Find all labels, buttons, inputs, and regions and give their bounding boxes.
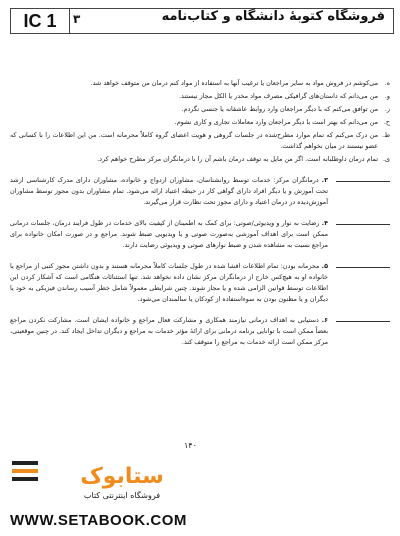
item-text: تمام درمان داوطلبانه است. اگر من مایل به توقف درمان باشم آن را با درمانگران مرکز مطرح خواهم کرد.	[97, 155, 378, 163]
leader-rule	[336, 267, 390, 268]
logo-wordmark: ستابوک	[80, 464, 164, 489]
paragraph-text: درمانگران مرکز: خدمات توسط روانشناسان، مشاوران ازدواج و خانواده، مشاوران دارای مدرک کارشناسی ارشد تحت آموزش و یا دیگر افراد دارای گواهی کار در حیطه اعتیاد ارائه می‌شود. تمام مشاوران بدون مجوز توسط مشاوران آموزش‌دیده در درمان اعتیاد و دارای مجوز تحت نظارت قرار می‌گیرند.	[10, 176, 328, 206]
list-item	[10, 154, 390, 165]
chapter-badge: ۳	[73, 12, 81, 26]
chapter-code: IC 1	[11, 9, 70, 33]
item-text: من توافق می‌کنم که با دیگر مراجعان وارد روابط عاشقانه یا جنسی نگردم.	[181, 105, 378, 113]
list-item	[10, 104, 390, 115]
item-marker: و.	[384, 92, 390, 100]
page-number: ۱۴۰	[184, 441, 197, 450]
logo-bar-icon	[12, 469, 38, 473]
logo-subtitle: فروشگاه اینترنتی کتاب	[83, 491, 161, 500]
setabook-logo	[10, 455, 170, 505]
main-content	[10, 78, 390, 350]
item-text: من درک می‌کنم که تمام موارد مطرح‌شده در جلسات گروهی و هویت اعضای گروه کاملاً محرمانه است. من این اطلاعات را با کسانی که عضو نیستند در میان نخواهم گذاشت.	[10, 131, 378, 150]
paragraph-number: ۶.	[321, 316, 328, 324]
numbered-paragraph	[10, 218, 390, 251]
numbered-paragraph	[10, 175, 390, 208]
item-text: من می‌دانم که بهتر است با دیگر مراجعان وارد معاملات تجاری و کاری نشوم.	[174, 118, 378, 126]
list-item	[10, 91, 390, 102]
paragraph-text: دستیابی به اهداف درمانی نیازمند همکاری و مشارکت فعال مراجع و خانواده ایشان است. مشارکت نکردن مراجع بعضاً ممکن است با توانایی برنامه درمانی برای ارائهٔ مؤثر خدمات به مراجع و دیگران تداخل ایجاد کند. در چنین موقعیتی، مرکز ممکن است ارائه خدمات به مراجع را متوقف کند.	[10, 316, 328, 346]
paragraph-text: رضایت به نوار و ویدیوئی/صوتی: برای کمک به اطمینان از کیفیت بالای خدمات در طول فرایند درمان، جلسات درمانی ممکن است برای اهداف آموزشی به‌صورت صوتی و یا ویدیویی ضبط شوند. مراجع و در صورت امکان خانواده برای مراجع نسبت به مشاهده شدن و ضبط نوارهای صوتی و ویدیوئی رضایت دارند.	[10, 219, 328, 249]
paragraph-number: ۳.	[321, 176, 328, 184]
leader-rule	[336, 181, 390, 182]
site-url[interactable]: WWW.SETABOOK.COM	[10, 512, 187, 529]
leader-rule	[336, 224, 390, 225]
item-marker: ی.	[382, 155, 390, 163]
item-marker: ح.	[383, 118, 390, 126]
header-title: فروشگاه کتوبهٔ دانشگاه و کتاب‌نامه	[161, 9, 385, 24]
numbered-paragraph	[10, 315, 390, 348]
list-item	[10, 130, 390, 152]
logo-bar-icon	[12, 477, 38, 481]
paragraph-number: ۵.	[321, 262, 328, 270]
paragraph-number: ۴.	[321, 219, 328, 227]
item-marker: ز.	[384, 105, 390, 113]
item-marker: ه.	[384, 79, 390, 87]
list-item	[10, 78, 390, 89]
item-text: من می‌دانم که داستان‌های گرافیکی مصرف مواد مخدر یا الکل مجاز نیستند.	[178, 92, 378, 100]
logo-bar-icon	[12, 461, 38, 465]
item-marker: ط.	[382, 131, 390, 139]
item-text: می‌کوشم در فروش مواد به سایر مراجعان یا ترغیب آنها به استفاده از مواد کنم درمان من متوقف خواهد شد.	[90, 79, 378, 87]
page-header	[10, 8, 394, 34]
leader-rule	[336, 321, 390, 322]
list-item	[10, 117, 390, 128]
numbered-paragraph	[10, 261, 390, 305]
paragraph-text: محرمانه بودن: تمام اطلاعات افشا شده در طول جلسات کاملاً محرمانه هستند و بدون داشتن مجوز کتبی از مراجع یا خانواده او به هیچ‌کس خارج از درمانگران مرکز نشان داده نخواهد شد. تنها استثنائات هنگامی است که آشکار کردن این اطلاعات توسط قوانین الزامی شده و یا مجاز شوند. چنین شرایطی معمولاً شامل خطر آسیب رساندن فیزیکی به خود یا دیگران و یا مظنون بودن به سوءاستفاده از کودکان یا سالمندان می‌شود.	[10, 262, 328, 303]
